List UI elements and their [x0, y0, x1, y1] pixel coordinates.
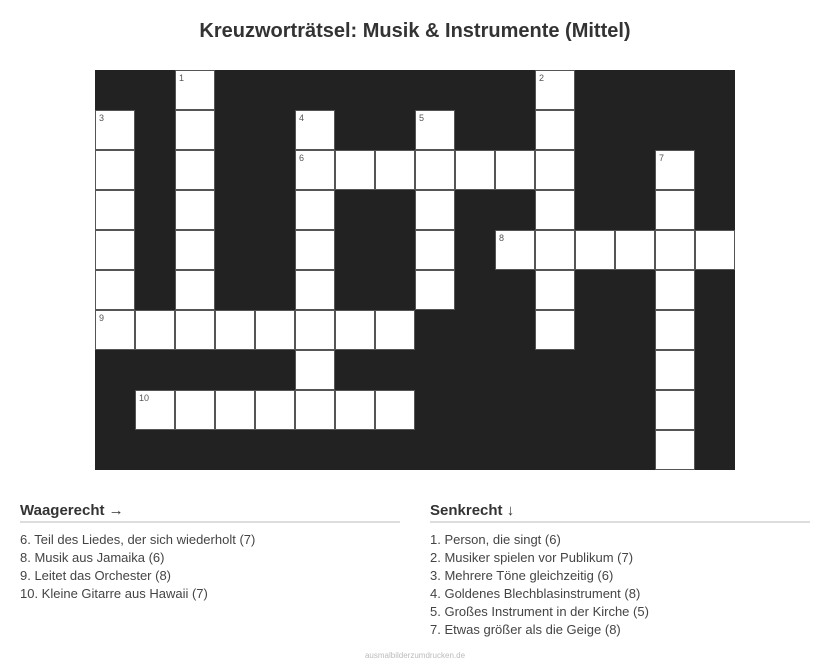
crossword-grid: [95, 70, 735, 470]
grid-cell[interactable]: [95, 270, 135, 310]
grid-cell[interactable]: [495, 230, 535, 270]
grid-cell[interactable]: [695, 230, 735, 270]
grid-cell[interactable]: [655, 430, 695, 470]
grid-cell[interactable]: [535, 230, 575, 270]
clue-across-8: 8. Musik aus Jamaika (6): [20, 550, 165, 565]
grid-cell[interactable]: [415, 150, 455, 190]
grid-cell[interactable]: [495, 150, 535, 190]
grid-cell[interactable]: [175, 70, 215, 110]
clue-number: 2: [539, 73, 545, 83]
grid-cell[interactable]: [535, 310, 575, 350]
grid-cell[interactable]: [95, 230, 135, 270]
grid-cell[interactable]: [575, 230, 615, 270]
across-heading: Waagerecht →: [20, 502, 400, 523]
grid-cell[interactable]: [655, 150, 695, 190]
grid-cell[interactable]: [95, 110, 135, 150]
grid-cell[interactable]: [255, 310, 295, 350]
clue-down-7: 7. Etwas größer als die Geige (8): [430, 622, 621, 637]
grid-cell[interactable]: [655, 270, 695, 310]
page-title: Kreuzworträtsel: Musik & Instrumente (Mittel): [199, 20, 631, 42]
clue-down-5: 5. Großes Instrument in der Kirche (5): [430, 604, 649, 619]
across-clues: [20, 502, 400, 603]
grid-cell[interactable]: [335, 150, 375, 190]
grid-cell[interactable]: [535, 190, 575, 230]
grid-cell[interactable]: [255, 390, 295, 430]
down-clues: [430, 502, 810, 639]
clue-across-10: 10. Kleine Gitarre aus Hawaii (7): [20, 586, 208, 601]
clue-number: 1: [179, 73, 185, 83]
grid-cell[interactable]: [655, 230, 695, 270]
grid-cell[interactable]: [415, 190, 455, 230]
grid-cell[interactable]: [175, 230, 215, 270]
grid-cell[interactable]: [375, 310, 415, 350]
grid-cell[interactable]: [535, 270, 575, 310]
grid-cell[interactable]: [95, 190, 135, 230]
grid-cell[interactable]: [415, 230, 455, 270]
clue-number: 10: [139, 393, 150, 403]
grid-cell[interactable]: [655, 310, 695, 350]
grid-cell[interactable]: [335, 390, 375, 430]
grid-cell[interactable]: [135, 390, 175, 430]
clue-number: 6: [299, 153, 305, 163]
clue-number: 3: [99, 113, 105, 123]
grid-cell[interactable]: [295, 310, 335, 350]
grid-cell[interactable]: [215, 310, 255, 350]
grid-cell[interactable]: [415, 270, 455, 310]
grid-cell[interactable]: [175, 110, 215, 150]
grid-cell[interactable]: [295, 390, 335, 430]
grid-cell[interactable]: [175, 150, 215, 190]
grid-cell[interactable]: [135, 310, 175, 350]
grid-cell[interactable]: [415, 110, 455, 150]
clue-number: 9: [99, 313, 105, 323]
clue-number: 8: [499, 233, 505, 243]
grid-cell[interactable]: [175, 390, 215, 430]
down-heading: Senkrecht ↓: [430, 502, 810, 523]
grid-cell[interactable]: [175, 190, 215, 230]
grid-cell[interactable]: [95, 150, 135, 190]
grid-cell[interactable]: [375, 390, 415, 430]
grid-cell[interactable]: [615, 230, 655, 270]
clue-down-4: 4. Goldenes Blechblasinstrument (8): [430, 586, 641, 601]
grid-cell[interactable]: [535, 150, 575, 190]
grid-cell[interactable]: [295, 110, 335, 150]
clue-down-2: 2. Musiker spielen vor Publikum (7): [430, 550, 634, 565]
grid-cell[interactable]: [95, 310, 135, 350]
grid-cell[interactable]: [215, 390, 255, 430]
clue-across-6: 6. Teil des Liedes, der sich wiederholt (7): [20, 532, 256, 547]
grid-cell[interactable]: [655, 190, 695, 230]
grid-cell[interactable]: [295, 350, 335, 390]
grid-cell[interactable]: [295, 270, 335, 310]
grid-cell[interactable]: [295, 190, 335, 230]
grid-cell[interactable]: [655, 390, 695, 430]
grid-cell[interactable]: [335, 310, 375, 350]
clue-across-9: 9. Leitet das Orchester (8): [20, 568, 172, 583]
clue-down-3: 3. Mehrere Töne gleichzeitig (6): [430, 568, 614, 583]
grid-cell[interactable]: [535, 70, 575, 110]
clue-number: 5: [419, 113, 425, 123]
grid-cell[interactable]: [175, 310, 215, 350]
clue-number: 7: [659, 153, 665, 163]
clue-number: 4: [299, 113, 305, 123]
grid-cell[interactable]: [655, 350, 695, 390]
grid-cell[interactable]: [455, 150, 495, 190]
grid-cell[interactable]: [295, 230, 335, 270]
grid-cell[interactable]: [535, 110, 575, 150]
clue-down-1: 1. Person, die singt (6): [430, 532, 561, 547]
grid-cell[interactable]: [375, 150, 415, 190]
grid-cell[interactable]: [295, 150, 335, 190]
grid-cell[interactable]: [175, 270, 215, 310]
footer-credit: ausmalbilderzumdrucken.de: [364, 651, 466, 660]
